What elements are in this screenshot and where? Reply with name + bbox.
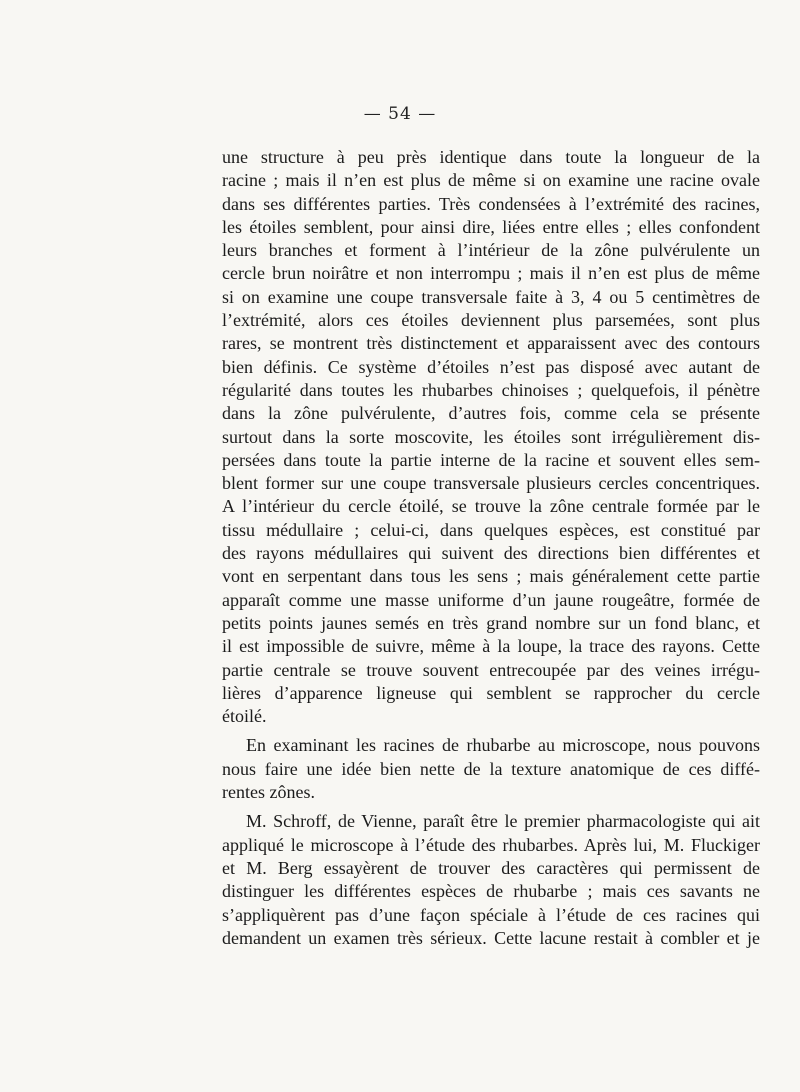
text-line: A l’intérieur du cercle étoilé, se trouve la zône centrale formée par le (222, 496, 760, 517)
text-line: vont en serpentant dans tous les sens ; mais généralement cette partie (222, 566, 760, 587)
text-line: s’appliquèrent pas d’une façon spéciale à l’étude de ces racines qui (222, 904, 760, 925)
text-line: bien définis. Ce système d’étoiles n’est pas disposé avec autant de (222, 356, 760, 377)
text-line: l’extrémité, alors ces étoiles deviennent plus parsemées, sont plus (222, 310, 760, 331)
text-line: blent former sur une coupe transversale plusieurs cercles concentriques. (222, 473, 760, 494)
text-line: les étoiles semblent, pour ainsi dire, liées entre elles ; elles confondent (222, 216, 760, 237)
text-line: leurs branches et forment à l’intérieur de la zône pulvérulente un (222, 240, 760, 261)
text-line: si on examine une coupe transversale faite à 3, 4 ou 5 centimètres de (222, 286, 760, 307)
text-line: En examinant les racines de rhubarbe au microscope, nous pouvons (246, 735, 760, 756)
text-line: cercle brun noirâtre et non interrompu ; mais il n’en est plus de même (222, 263, 760, 284)
body-text (222, 146, 760, 950)
text-line: rares, se montrent très distinctement et apparaissent avec des contours (222, 333, 760, 354)
text-line: racine ; mais il n’en est plus de même si on examine une racine ovale (222, 170, 760, 191)
text-line: petits points jaunes semés en très grand nombre sur un fond blanc, et (222, 612, 760, 633)
text-line: demandent un examen très sérieux. Cette lacune restait à combler et je (222, 927, 760, 948)
text-line: partie centrale se trouve souvent entrecoupée par des veines irrégu- (222, 659, 760, 680)
text-line: rentes zônes. (222, 782, 315, 803)
text-line: nous faire une idée bien nette de la texture anatomique de ces diffé- (222, 758, 760, 779)
text-line: tissu médullaire ; celui-ci, dans quelques espèces, est constitué par (222, 519, 760, 540)
text-line: et M. Berg essayèrent de trouver des caractères qui permissent de (222, 857, 760, 878)
text-line: une structure à peu près identique dans toute la longueur de la (222, 147, 760, 167)
text-line: étoilé. (222, 706, 267, 727)
text-line: persées dans toute la partie interne de la racine et souvent elles sem- (222, 449, 760, 470)
text-line: régularité dans toutes les rhubarbes chinoises ; quelquefois, il pénètre (222, 379, 760, 400)
text-line: M. Schroff, de Vienne, paraît être le premier pharmacologiste qui ait (246, 811, 760, 832)
paragraph-3 (222, 810, 760, 950)
text-line: apparaît comme une masse uniforme d’un jaune rougeâtre, formée de (222, 589, 760, 610)
text-line: dans la zône pulvérulente, d’autres fois, comme cela se présente (222, 403, 760, 424)
text-line: des rayons médullaires qui suivent des directions bien différentes et (222, 543, 760, 564)
text-line: distinguer les différentes espèces de rhubarbe ; mais ces savants ne (222, 881, 760, 902)
text-line: lières d’apparence ligneuse qui semblent se rapprocher du cercle (222, 682, 760, 703)
paragraph-1 (222, 146, 760, 728)
page-number: — 54 — (363, 104, 437, 124)
paragraph-2 (222, 734, 760, 804)
text-line: appliqué le microscope à l’étude des rhubarbes. Après lui, M. Fluckiger (222, 834, 760, 855)
text-line: surtout dans la sorte moscovite, les étoiles sont irrégulièrement dis- (222, 426, 760, 447)
text-line: il est impossible de suivre, même à la loupe, la trace des rayons. Cette (222, 636, 760, 657)
text-line: dans ses différentes parties. Très condensées à l’extrémité des racines, (222, 193, 760, 214)
